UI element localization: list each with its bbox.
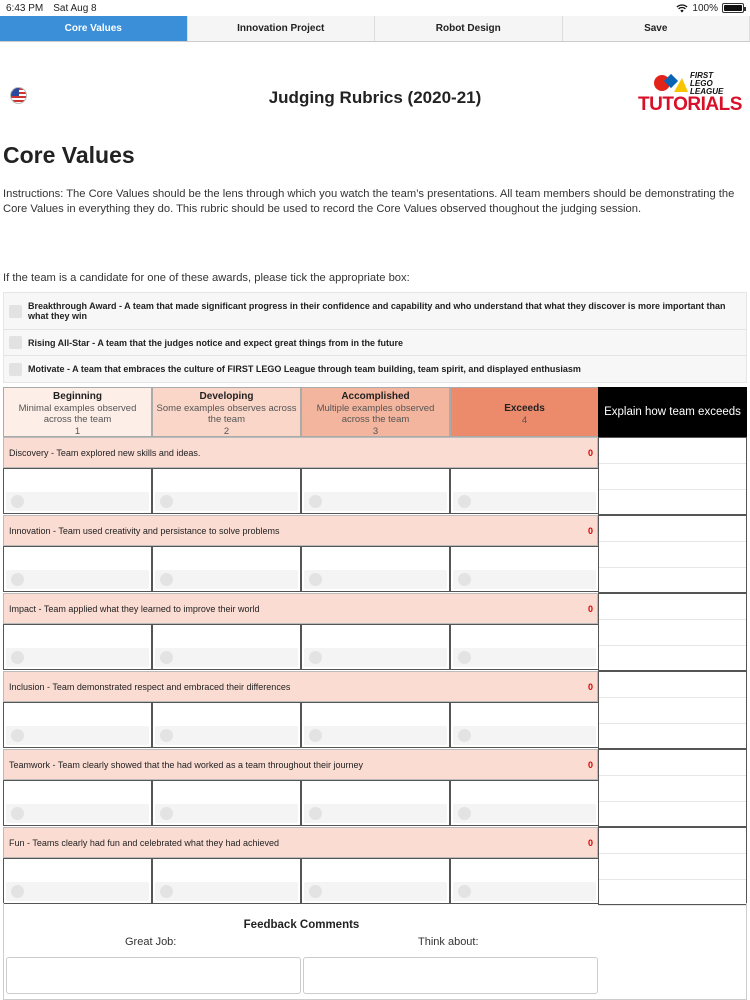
explain-line: [599, 672, 746, 698]
level-description: Multiple examples observed across the team: [316, 402, 435, 425]
explain-line: [599, 724, 746, 750]
level-number: 1: [74, 425, 81, 437]
rating-cell[interactable]: [3, 858, 152, 904]
rating-field: [453, 570, 596, 589]
rating-radio[interactable]: [309, 729, 322, 742]
rating-field: [6, 570, 149, 589]
level-number: 4: [521, 414, 528, 426]
great-job-input[interactable]: [6, 957, 301, 994]
award-option[interactable]: [4, 356, 746, 382]
rating-cell[interactable]: [3, 546, 152, 592]
great-job-label: Great Job:: [125, 936, 177, 948]
rating-radio[interactable]: [11, 885, 24, 898]
criterion-label: Impact - Team applied what they learned to improve their world: [9, 604, 260, 614]
rating-radio[interactable]: [11, 807, 24, 820]
tab-bar: [0, 16, 750, 42]
explain-line: [599, 542, 746, 568]
battery-percent: 100%: [692, 2, 718, 14]
logo-first-lego-league: FIRST LEGO LEAGUE: [690, 71, 724, 96]
rating-radio[interactable]: [160, 651, 173, 664]
criterion-score: 0: [587, 682, 593, 692]
rating-cell[interactable]: [450, 546, 599, 592]
award-label: Motivate - A team that embraces the culture of FIRST LEGO League through team building, team spirit, and displayed enthusiasm: [28, 364, 581, 374]
status-bar: [0, 0, 750, 16]
criterion-label: Inclusion - Team demonstrated respect and embraced their differences: [9, 682, 291, 692]
explain-input[interactable]: [598, 515, 747, 593]
rating-radio[interactable]: [160, 885, 173, 898]
rating-field: [453, 492, 596, 511]
criterion-row: [3, 515, 598, 546]
rating-cell[interactable]: [3, 468, 152, 514]
rating-cell[interactable]: [301, 468, 450, 514]
rating-field: [6, 648, 149, 667]
battery-icon: [722, 3, 744, 13]
rating-field: [304, 804, 447, 823]
section-title: Core Values: [3, 142, 135, 168]
criterion-score: 0: [587, 448, 593, 458]
rating-radio[interactable]: [309, 651, 322, 664]
rating-field: [6, 882, 149, 901]
rating-cell[interactable]: [152, 780, 301, 826]
criterion-label: Discovery - Team explored new skills and ideas.: [9, 448, 201, 458]
criterion-score: 0: [587, 604, 593, 614]
rating-radio[interactable]: [11, 651, 24, 664]
explain-line: [599, 802, 746, 828]
explain-line: [599, 776, 746, 802]
criterion-row: [3, 749, 598, 780]
level-number: 3: [372, 425, 379, 437]
rating-cell[interactable]: [3, 780, 152, 826]
explain-input[interactable]: [598, 827, 747, 905]
rating-radio[interactable]: [458, 807, 471, 820]
level-description: Minimal examples observed across the team: [18, 402, 137, 425]
award-checkbox[interactable]: [9, 363, 22, 376]
criterion-row: [3, 671, 598, 702]
rating-cell[interactable]: [450, 858, 599, 904]
explain-header: Explain how team exceeds: [598, 387, 747, 437]
criterion-score: 0: [587, 526, 593, 536]
instructions-text: Instructions: The Core Values should be the lens through which you watch the team’s presentations. All team members should be demonstrating the Core Values in everything they do. This rubric should be used to record the Core Values observed thoughout the judging session.: [3, 188, 735, 215]
explain-input[interactable]: [598, 671, 747, 749]
rating-radio[interactable]: [11, 729, 24, 742]
rating-radio[interactable]: [458, 495, 471, 508]
explain-line: [599, 646, 746, 672]
level-title: Accomplished: [341, 391, 410, 402]
rating-cell[interactable]: [152, 468, 301, 514]
level-title: Beginning: [53, 391, 102, 402]
rating-field: [304, 492, 447, 511]
rating-radio[interactable]: [160, 573, 173, 586]
rating-cell[interactable]: [301, 702, 450, 748]
award-checkbox[interactable]: [9, 305, 22, 318]
explain-line: [599, 516, 746, 542]
rating-field: [304, 882, 447, 901]
award-label: Rising All-Star - A team that the judges notice and expect great things from in the future: [28, 337, 404, 348]
rating-cell[interactable]: [301, 546, 450, 592]
explain-line: [599, 750, 746, 776]
rating-field: [453, 804, 596, 823]
rating-cell[interactable]: [3, 624, 152, 670]
rating-cell[interactable]: [450, 780, 599, 826]
feedback-section: [3, 903, 747, 1000]
explain-line: [599, 620, 746, 646]
rating-cell[interactable]: [152, 702, 301, 748]
criterion-row: [3, 593, 598, 624]
rating-cell[interactable]: [152, 546, 301, 592]
rating-field: [453, 648, 596, 667]
explain-line: [599, 568, 746, 594]
status-date: Sat Aug 8: [53, 2, 97, 14]
criterion-row: [3, 437, 598, 468]
level-title: Developing: [199, 391, 254, 402]
rating-field: [453, 726, 596, 745]
rating-field: [155, 648, 298, 667]
award-option[interactable]: [4, 330, 746, 356]
explain-line: [599, 438, 746, 464]
rating-radio[interactable]: [309, 807, 322, 820]
explain-line: [599, 854, 746, 880]
rating-radio[interactable]: [458, 573, 471, 586]
rating-radio[interactable]: [309, 495, 322, 508]
explain-input[interactable]: [598, 593, 747, 671]
explain-line: [599, 464, 746, 490]
wifi-icon: [676, 4, 688, 13]
rating-field: [6, 492, 149, 511]
logo-tutorials: TUTORIALS: [638, 94, 742, 115]
tab-innovation-project[interactable]: Innovation Project: [188, 16, 376, 41]
rating-cell[interactable]: [3, 702, 152, 748]
rating-cell[interactable]: [301, 858, 450, 904]
feedback-title: Feedback Comments: [243, 919, 360, 931]
rating-radio[interactable]: [458, 651, 471, 664]
explain-line: [599, 490, 746, 516]
rating-field: [453, 882, 596, 901]
tab-robot-design[interactable]: Robot Design: [375, 16, 563, 41]
rating-radio[interactable]: [458, 729, 471, 742]
fll-logo-mark-icon: [652, 72, 688, 94]
rating-field: [155, 570, 298, 589]
explain-input[interactable]: [598, 749, 747, 827]
level-header-accomplished: [301, 387, 450, 437]
award-option[interactable]: [4, 293, 746, 330]
rating-field: [155, 492, 298, 511]
page-title: Judging Rubrics (2020-21): [268, 88, 482, 107]
explain-line: [599, 698, 746, 724]
rating-field: [155, 726, 298, 745]
rating-radio[interactable]: [309, 573, 322, 586]
award-label: Breakthrough Award - A team that made significant progress in their confidence and capability and who understand that what they discover is more important than what they win: [28, 301, 726, 321]
rating-radio[interactable]: [160, 495, 173, 508]
explain-line: [599, 594, 746, 620]
candidate-prompt: If the team is a candidate for one of these awards, please tick the appropriate box:: [3, 272, 410, 284]
level-header-beginning: [3, 387, 152, 437]
think-about-label: Think about:: [418, 936, 479, 948]
fll-tutorials-logo: [638, 72, 742, 118]
explain-input[interactable]: [598, 437, 747, 515]
rating-field: [304, 726, 447, 745]
level-header-exceeds: [450, 387, 599, 437]
tab-core-values[interactable]: Core Values: [0, 16, 188, 41]
criterion-label: Fun - Teams clearly had fun and celebrated what they had achieved: [9, 838, 279, 848]
rating-radio[interactable]: [458, 885, 471, 898]
award-checkbox[interactable]: [9, 336, 22, 349]
explain-line: [599, 828, 746, 854]
rating-field: [155, 804, 298, 823]
criterion-score: 0: [587, 838, 593, 848]
rating-field: [155, 882, 298, 901]
awards-list: [3, 292, 747, 383]
rating-radio[interactable]: [309, 885, 322, 898]
rating-radio[interactable]: [11, 495, 24, 508]
criterion-label: Teamwork - Team clearly showed that the had worked as a team throughout their journey: [9, 760, 364, 770]
rating-cell[interactable]: [450, 702, 599, 748]
rating-cell[interactable]: [152, 624, 301, 670]
level-number: 2: [223, 425, 230, 437]
rating-field: [304, 570, 447, 589]
criterion-row: [3, 827, 598, 858]
criterion-label: Innovation - Team used creativity and persistance to solve problems: [9, 526, 280, 536]
criterion-score: 0: [587, 760, 593, 770]
think-about-input[interactable]: [303, 957, 598, 994]
level-description: Some examples observes across the team: [156, 402, 297, 425]
rating-cell[interactable]: [301, 624, 450, 670]
rating-field: [304, 648, 447, 667]
level-header-developing: [152, 387, 301, 437]
rating-field: [6, 804, 149, 823]
rating-cell[interactable]: [301, 780, 450, 826]
rating-cell[interactable]: [450, 468, 599, 514]
status-time: 6:43 PM: [6, 2, 44, 14]
rating-cell[interactable]: [450, 624, 599, 670]
rating-cell[interactable]: [152, 858, 301, 904]
rating-field: [6, 726, 149, 745]
level-title: Exceeds: [504, 403, 545, 414]
rating-radio[interactable]: [11, 573, 24, 586]
tab-save[interactable]: Save: [563, 16, 750, 41]
rating-radio[interactable]: [160, 807, 173, 820]
rating-radio[interactable]: [160, 729, 173, 742]
header: [0, 60, 750, 130]
